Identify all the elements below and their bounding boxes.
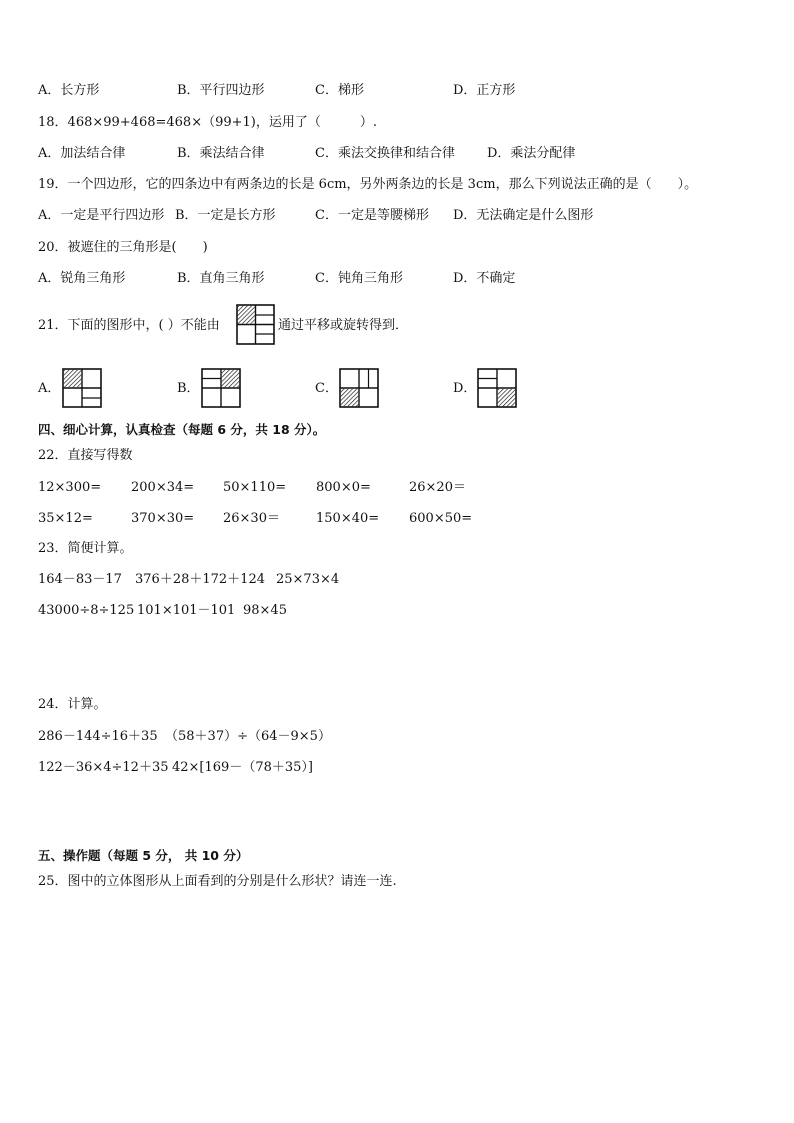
q18-option-c: C．乘法交换律和结合律 [315,146,455,161]
q24-item: 286－144÷16＋35 [38,729,158,744]
q24-stem: 24．计算。 [38,697,107,712]
q22-item: 50×110= [223,480,287,495]
q24-item: 122－36×4÷12＋35 [38,760,169,775]
q18-stem: 18．468×99+468=468×（99+1)，运用了（ ）. [38,115,378,130]
q23-item: 43000÷8÷125 [38,603,135,618]
q22-item: 370×30= [131,511,195,526]
q21-reference-figure [236,304,276,345]
q24-item: 42×[169－（78＋35）] [172,760,313,775]
q22-item: 800×0= [316,480,371,495]
q19-stem: 19．一个四边形，它的四条边中有两条边的长是 6cm，另外两条边的长是 3cm，那么下列说法正确的是（ ）。 [38,177,698,192]
q24-item: （58＋37）÷（64－9×5） [165,729,331,744]
q17-option-b: B．平行四边形 [177,83,265,98]
q21-stem-after: 通过平移或旋转得到． [278,318,409,333]
q18-option-a: A．加法结合律 [38,146,126,161]
q25-stem: 25．图中的立体图形从上面看到的分别是什么形状？请连一连. [38,874,397,889]
q22-item: 35×12= [38,511,93,526]
q18-option-b: B．乘法结合律 [177,146,265,161]
q20-option-d: D．不确定 [453,271,516,286]
q22-item: 150×40= [316,511,380,526]
q20-option-c: C．钝角三角形 [315,271,403,286]
q21-option-b-label: B． [177,381,200,396]
q23-stem: 23．简便计算。 [38,541,133,556]
q21-option-d-label: D． [453,381,477,396]
q21-option-a-label: A． [38,381,61,396]
q21-option-c-label: C． [315,381,338,396]
q20-option-b: B．直角三角形 [177,271,265,286]
q23-item: 164－83－17 [38,572,122,587]
q23-item: 376＋28＋172＋124 [135,572,265,587]
section-4-title: 四、细心计算，认真检查（每题 6 分，共 18 分）。 [38,422,326,437]
q21-option-c-figure [339,368,380,409]
q23-item: 101×101－101 [137,603,236,618]
q19-option-d: D．无法确定是什么图形 [453,208,594,223]
q23-item: 25×73×4 [276,572,340,587]
q22-item: 600×50= [409,511,473,526]
q20-option-a: A．锐角三角形 [38,271,126,286]
q21-option-d-figure [477,368,518,409]
q22-item: 200×34= [131,480,195,495]
section-5-title: 五、操作题（每题 5 分， 共 10 分） [38,848,249,863]
q18-option-d: D．乘法分配律 [487,146,576,161]
q21-option-b-figure [201,368,242,409]
q21-stem-before: 21．下面的图形中，( ）不能由 [38,318,220,333]
q17-option-a: A．长方形 [38,83,100,98]
q21-option-a-figure [62,368,103,409]
q22-item: 12×300= [38,480,102,495]
q17-option-c: C．梯形 [315,83,364,98]
q22-item: 26×20＝ [409,480,466,495]
q19-option-b: B．一定是长方形 [175,208,276,223]
q19-option-a: A．一定是平行四边形 [38,208,165,223]
q22-stem: 22．直接写得数 [38,448,133,463]
q17-option-d: D．正方形 [453,83,516,98]
q22-item: 26×30＝ [223,511,280,526]
q23-item: 98×45 [243,603,287,618]
q20-stem: 20．被遮住的三角形是( ) [38,240,208,255]
q19-option-c: C．一定是等腰梯形 [315,208,429,223]
